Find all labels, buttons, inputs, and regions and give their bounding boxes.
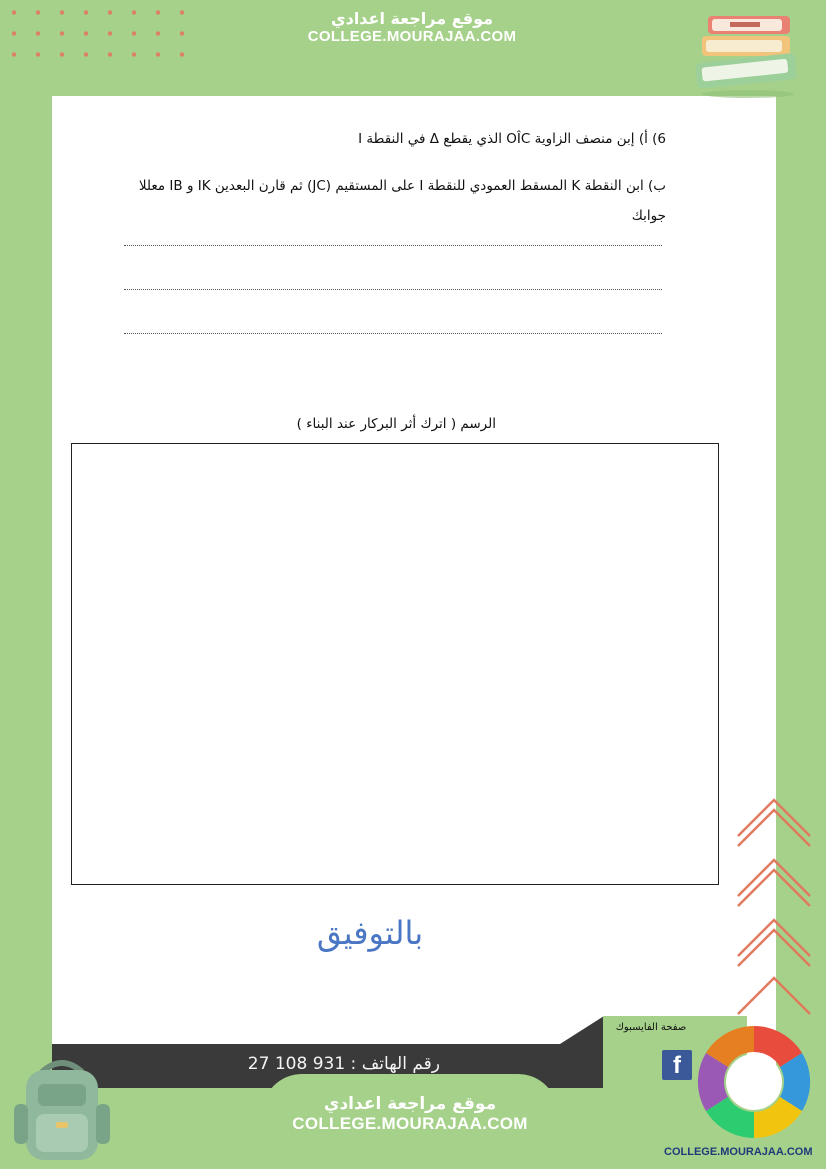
header-site-name: موقع مراجعة اعدادي — [330, 9, 494, 28]
good-luck-text: بالتوفيق — [316, 914, 424, 952]
question-6b: ب) ابن النقطة K المسقط العمودي للنقطة I على المستقيم (JC) ثم قارن البعدين IK و IB معللا جوابك — [138, 178, 666, 224]
answer-line[interactable] — [124, 245, 662, 246]
books-stack-icon — [690, 10, 806, 100]
footer-site-name: موقع مراجعة اعدادي — [323, 1094, 497, 1114]
header-site-badge[interactable] — [262, 0, 562, 58]
frame-left — [0, 0, 52, 1169]
facebook-label: صفحة الفايسبوك — [615, 1022, 687, 1033]
backpack-icon — [6, 1054, 118, 1166]
footer-site-url: COLLEGE.MOURAJAA.COM — [292, 1114, 528, 1133]
answer-line[interactable] — [124, 289, 662, 290]
facebook-icon[interactable]: f — [662, 1050, 692, 1080]
question-6a: 6) أ) إبن منصف الزاوية OÎC الذي يقطع Δ في النقطة I — [358, 131, 666, 147]
drawing-box[interactable] — [71, 443, 719, 885]
header-site-url: COLLEGE.MOURAJAA.COM — [307, 28, 517, 45]
education-wheel-logo-icon — [694, 1022, 816, 1142]
drawing-caption: الرسم ( اترك أثر البركار عند البناء ) — [296, 416, 496, 432]
chevron-up-decoration-icon — [732, 792, 816, 1022]
logo-site-url[interactable]: COLLEGE.MOURAJAA.COM — [664, 1146, 813, 1158]
answer-line[interactable] — [124, 333, 662, 334]
phone-number: رقم الهاتف : 931 108 27 — [247, 1054, 440, 1074]
dot-pattern-decoration — [2, 2, 202, 58]
footer-site-badge[interactable] — [262, 1074, 558, 1164]
